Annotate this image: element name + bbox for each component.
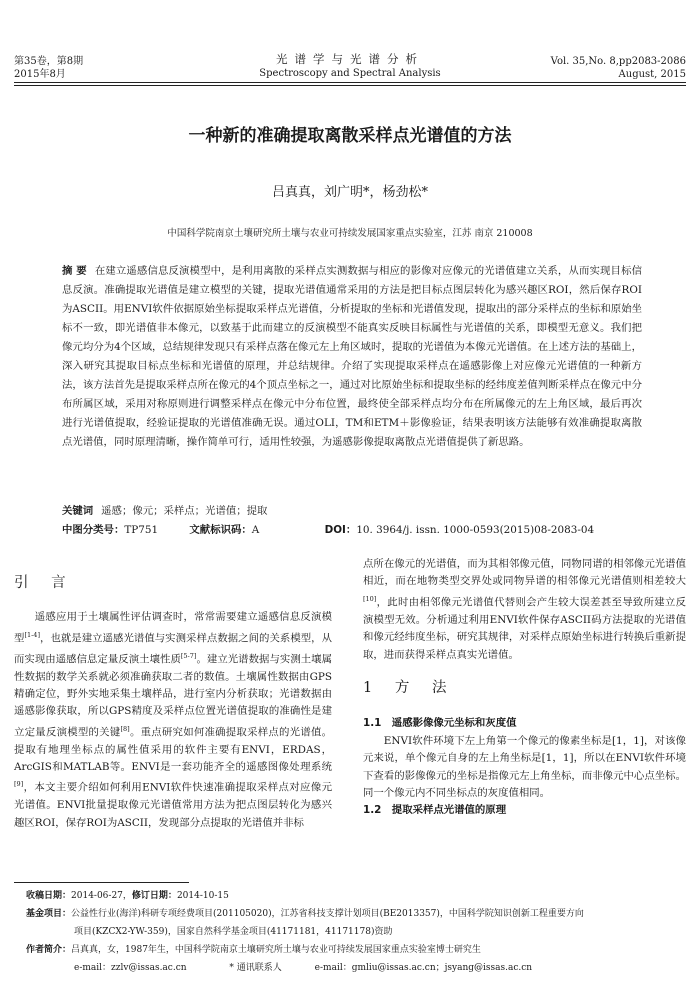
funding-label: 基金项目： (26, 909, 72, 919)
funding-line (26, 905, 686, 923)
left-column (14, 575, 333, 832)
keywords-label: 关键词 (62, 505, 94, 517)
abstract (62, 262, 642, 452)
author-bio-line (26, 941, 686, 959)
header-rule-top (14, 82, 686, 83)
citation: [8] (120, 724, 130, 733)
volume-issue: 第35卷，第8期 (14, 56, 84, 67)
abstract-label: 摘 要 (62, 265, 87, 277)
header-rule-bottom (14, 85, 686, 86)
corresponding-email: e-mail：gmliu@issas.ac.cn；jsyang@issas.ac.cn (314, 963, 533, 973)
email-line (26, 959, 686, 977)
journal-name-en: Spectroscopy and Spectral Analysis (259, 68, 441, 79)
keywords (62, 502, 267, 520)
author-list: 吕真真，刘广明*，杨劲松* (271, 185, 428, 200)
funding-text-1: 公益性行业(海洋)科研专项经费项目(201105020)，江苏省科技支撑计划项目(BE2013357)，中国科学院知识创新工程重要方向 (71, 909, 584, 919)
publication-month: August, 2015 (618, 69, 686, 80)
funding-text-2: 项目(KZCX2-YW-359)，国家自然科学基金项目(41171181，41171178)资助 (74, 927, 393, 937)
doc-code-label: 文献标识码： (189, 524, 252, 536)
revised-label: 修订日期： (131, 891, 177, 901)
paper-title: 一种新的准确提取离散采样点光谱值的方法 (188, 126, 512, 146)
received-date: 2014-06-27， (71, 891, 132, 901)
footnote-rule (14, 882, 189, 883)
introduction-paragraph: 遥感应用于土壤属性评估调查时，常常需要建立遥感信息反演模型[1-4]，也就是建立遥感光谱值与实测采样点数据之间的关系模型，从而实现由遥感信息定量反演土壤性质[5-7]。建立光谱数据与实测土壤属性数据的数学关系就必须准确获取二者的数值。土壤属性数据由GPS精确定位，野外实地采集土壤样品，进行室内分析获取；光谱数据由遥感影像获取，所以GPS精度及采样点位置光谱值提取的准确性是建立定量反演模型的关键[8]。重点研究如何准确提取采样点的光谱值。提取有地理坐标点的属性值采用的软件主要有ENVI，ERDAS，ArcGIS和MATLAB等。ENVI是一套功能齐全的遥感图像处理系统[9]，本文主要介绍如何利用ENVI软件快速准确提取采样点对应像元光谱值。ENVI批量提取像元光谱值常用方法为把点图层转化为感兴趣区ROI，保存ROI为ASCII，发现部分点提取的光谱值并非标 (14, 611, 333, 829)
corresponding-note: * 通讯联系人 (229, 963, 282, 973)
classification-line (62, 521, 642, 539)
doi-label: DOI： (324, 524, 357, 536)
section-heading-methods: 1 方 法 (363, 679, 456, 696)
introduction-paragraph-continued: 点所在像元的光谱值，而为其相邻像元值，同物同谱的相邻像元光谱值相近，而在地物类型交界处或同物异谱的相邻像元光谱值则相差较大[10]，此时由相邻像元光谱值代替则会产生较大误差甚至导致所建立反演模型无效。分析通过利用ENVI软件保存ASCII码方法提取的光谱值和像元经纬度坐标，研究其规律，对采样点原始坐标进行转换后重新提取，进而获得采样点真实光谱值。 (363, 558, 686, 661)
doi-value: 10. 3964/j. issn. 1000-0593(2015)08-2083-04 (356, 524, 595, 536)
citation: [1-4] (24, 630, 40, 639)
affiliation: 中国科学院南京土壤研究所土壤与农业可持续发展国家重点实验室，江苏 南京 210008 (167, 228, 533, 239)
doc-code-value: A (251, 524, 260, 536)
right-column (363, 556, 686, 820)
received-label: 收稿日期： (26, 891, 72, 901)
volume-pages: Vol. 35,No. 8,pp2083-2086 (550, 56, 686, 67)
journal-citation-info (551, 55, 686, 81)
methods-paragraph: ENVI软件环境下左上角第一个像元的像素坐标是[1，1]，对该像元来说，单个像元自身的左上角坐标是[1，1]，所以在ENVI软件环境下查看的影像像元的坐标是指像元左上角坐标，而非像元中心点坐标。同一个像元内不同坐标点的灰度值相同。 (363, 734, 686, 799)
subsection-heading-1-1: 1.1 遥感影像像元坐标和灰度值 (363, 717, 517, 730)
subsection-heading-1-2: 1.2 提取采样点光谱值的原理 (363, 804, 507, 817)
clc-label: 中图分类号： (62, 524, 125, 536)
abstract-text: 在建立遥感信息反演模型中，是利用离散的采样点实测数据与相应的影像对应像元的光谱值建立关系，从而实现目标信息反演。准确提取光谱值是建立模型的关键，提取光谱值通常采用的方法是把目标点图层转化为感兴趣区ROI，然后保存ROI为ASCII。用ENVI软件依据原始坐标提取采样点光谱值，分析提取的坐标和光谱值发现，提取出的部分采样点的坐标和原始坐标不一致，即光谱值非本像元，以致基于此而建立的反演模型不能真实反映目标属性与光谱值的关系，即模型无意义。我们把像元均分为4个区域，总结规律发现只有采样点落在像元左上角区域时，提取的光谱值为本像元光谱值。在上述方法的基础上，深入研究其提取目标点坐标和光谱值的原理，并总结规律。介绍了实现提取采样点在遥感影像上对应像元光谱值的一种新方法，该方法首先是提取采样点所在像元的4个顶点坐标之一，通过对比原始坐标和提取坐标的经纬度差值判断采样点在像元中分布所属区域，采用对称原则进行调整采样点在像元中分布位置，最终使全部采样点均分布在所属像元的左上角区域，最后再次进行光谱值提取，经验证提取的光谱值准确无误。通过OLI，TM和ETM＋影像验证，结果表明该方法能够有效准确提取离散点光谱值，同时原理清晰，操作简单可行，适用性较强，为遥感影像提取离散点光谱值提供了新思路。 (62, 265, 642, 448)
author-bio-text: 吕真真，女，1987年生，中国科学院南京土壤研究所土壤与农业可持续发展国家重点实验室博士研究生 (71, 945, 481, 955)
section-heading-introduction: 引 言 (14, 575, 75, 591)
journal-name-cn: 光谱学与光谱分析 (276, 52, 424, 66)
citation: [5-7] (180, 651, 197, 660)
author-email: e-mail：zzlv@issas.ac.cn (74, 963, 187, 973)
revised-date: 2014-10-15 (176, 891, 229, 901)
citation: [9] (14, 780, 24, 789)
dates-line (26, 887, 686, 905)
citation: [10] (363, 594, 377, 603)
author-bio-label: 作者简介： (26, 945, 72, 955)
publication-date: 2015年8月 (14, 69, 66, 80)
keywords-text: 遥感；像元；采样点；光谱值；提取 (101, 505, 268, 517)
footnotes (26, 887, 686, 977)
clc-value: TP751 (124, 524, 159, 536)
